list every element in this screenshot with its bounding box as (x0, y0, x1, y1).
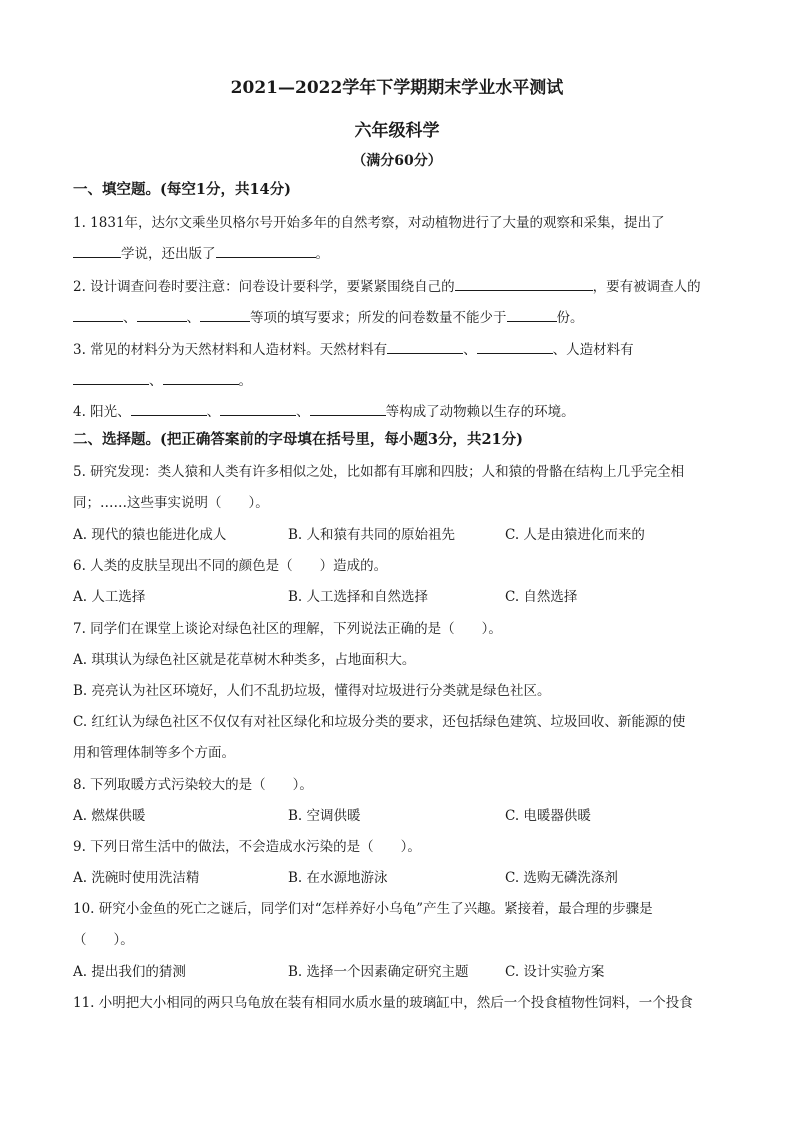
q1-line1: 1. 1831年，达尔文乘坐贝格尔号开始多年的自然考察，对动植物进行了大量的观察和采集，提出了 (73, 215, 665, 231)
fill-blank[interactable] (220, 400, 296, 416)
fill-blank[interactable] (477, 338, 553, 354)
q6-option-c[interactable]: C. 自然选择 (505, 589, 578, 605)
q6-option-b[interactable]: B. 人工选择和自然选择 (288, 589, 429, 605)
fill-blank[interactable] (200, 306, 250, 322)
fill-blank[interactable] (310, 400, 386, 416)
fill-blank[interactable] (455, 275, 593, 291)
q3-line1: 3. 常见的材料分为天然材料和人造材料。天然材料有 、 、人造材料有 (73, 338, 634, 360)
q9-option-b[interactable]: B. 在水源地游泳 (288, 870, 388, 886)
q10-option-c[interactable]: C. 设计实验方案 (505, 964, 605, 980)
q5-stem-line1: 5. 研究发现：类人猿和人类有许多相似之处，比如都有耳廓和四肢；人和猿的骨骼在结构上几乎完全相 (73, 464, 685, 480)
exam-score: （满分60分） (352, 153, 442, 169)
q7-stem: 7. 同学们在课堂上谈论对绿色社区的理解，下列说法正确的是（ ）。 (73, 621, 502, 637)
fill-blank[interactable] (73, 369, 149, 385)
q7-option-a[interactable]: A. 琪琪认为绿色社区就是花草树木种类多，占地面积大。 (73, 652, 416, 668)
fill-blank[interactable] (137, 306, 187, 322)
q8-option-c[interactable]: C. 电暖器供暖 (505, 808, 591, 824)
q2-line1: 2. 设计调查问卷时要注意：问卷设计要科学，要紧紧围绕自己的 ，要有被调查人的 (73, 275, 701, 297)
q4-line1: 4. 阳光、 、 、 等构成了动物赖以生存的环境。 (73, 400, 575, 422)
q5-stem-line2: 同；……这些事实说明（ ）。 (73, 495, 269, 511)
section2-heading: 二、选择题。(把正确答案前的字母填在括号里，每小题3分，共21分) (73, 431, 523, 448)
q5-option-c[interactable]: C. 人是由猿进化而来的 (505, 527, 645, 543)
q5-option-b[interactable]: B. 人和猿有共同的原始祖先 (288, 527, 456, 543)
q9-stem: 9. 下列日常生活中的做法，不会造成水污染的是（ ）。 (73, 839, 421, 855)
q8-option-b[interactable]: B. 空调供暖 (288, 808, 361, 824)
fill-blank[interactable] (507, 306, 557, 322)
exam-subtitle: 六年级科学 (354, 121, 440, 141)
q6-option-a[interactable]: A. 人工选择 (73, 589, 146, 605)
q11-stem: 11. 小明把大小相同的两只乌龟放在装有相同水质水量的玻璃缸中，然后一个投食植物性饲料，一个投食 (73, 995, 693, 1011)
q7-option-c-line1[interactable]: C. 红红认为绿色社区不仅仅有对社区绿化和垃圾分类的要求，还包括绿色建筑、垃圾回收、新能源的使 (73, 714, 686, 730)
section1-heading: 一、填空题。(每空1分，共14分) (73, 181, 291, 198)
q8-option-a[interactable]: A. 燃煤供暖 (73, 808, 146, 824)
q10-stem-line1: 10. 研究小金鱼的死亡之谜后，同学们对“怎样养好小乌龟”产生了兴趣。紧接着，最合理的步骤是 (73, 901, 653, 917)
q7-option-c-line2: 用和管理体制等多个方面。 (73, 745, 235, 761)
q6-stem: 6. 人类的皮肤呈现出不同的颜色是（ ）造成的。 (73, 558, 388, 574)
q9-option-a[interactable]: A. 洗碗时使用洗洁精 (73, 870, 200, 886)
fill-blank[interactable] (131, 400, 207, 416)
q2-line2: 、 、 等项的填写要求；所发的问卷数量不能少于 份。 (73, 306, 584, 328)
q5-option-a[interactable]: A. 现代的猿也能进化成人 (73, 527, 227, 543)
fill-blank[interactable] (73, 306, 123, 322)
fill-blank[interactable] (73, 242, 121, 258)
q7-option-b[interactable]: B. 亮亮认为社区环境好，人们不乱扔垃圾，懂得对垃圾进行分类就是绿色社区。 (73, 683, 551, 699)
fill-blank[interactable] (387, 338, 463, 354)
fill-blank[interactable] (216, 242, 316, 258)
q8-stem: 8. 下列取暖方式污染较大的是（ ）。 (73, 777, 313, 793)
fill-blank[interactable] (163, 369, 239, 385)
q10-option-b[interactable]: B. 选择一个因素确定研究主题 (288, 964, 469, 980)
q10-stem-line2: （ ）。 (73, 932, 134, 948)
q9-option-c[interactable]: C. 选购无磷洗涤剂 (505, 870, 618, 886)
q10-option-a[interactable]: A. 提出我们的猜测 (73, 964, 186, 980)
exam-title: 2021—2022学年下学期期末学业水平测试 (230, 78, 564, 98)
q1-line2: 学说，还出版了 。 (73, 242, 329, 264)
q3-line2: 、 。 (73, 369, 252, 391)
